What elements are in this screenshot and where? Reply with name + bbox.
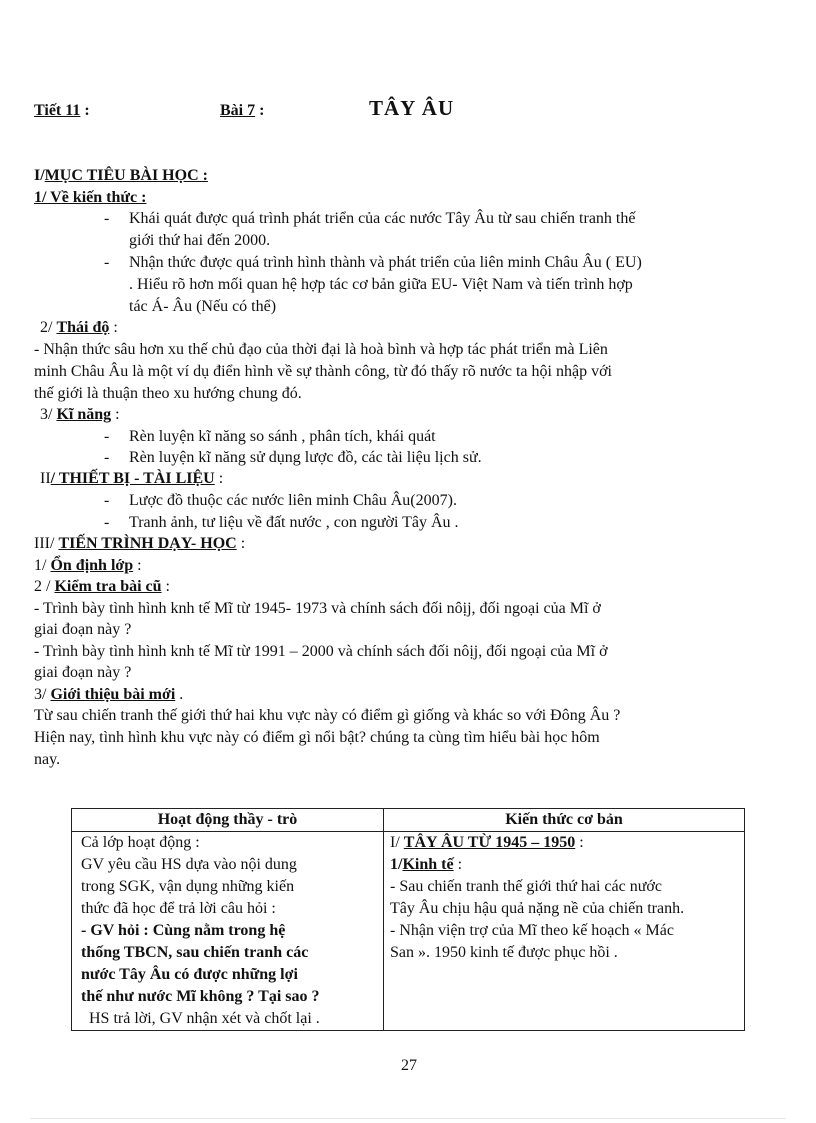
knowledge-heading-2-title: Kinh tế	[402, 856, 454, 873]
knowledge-line: Tây Âu chịu hậu quả nặng nề của chiến tranh.	[390, 900, 685, 917]
bullet-dash: -	[104, 254, 110, 271]
page-bottom-edge	[30, 1118, 786, 1119]
lesson-period-colon: :	[84, 102, 90, 119]
knowledge-heading-2	[390, 854, 738, 876]
teacher-question-line: nước Tây Âu có được những lợi	[81, 966, 298, 983]
intro-line-2: Hiện nay, tình hình khu vực này có điểm gì nổi bật? chúng ta cùng tìm hiểu bài học hôm	[34, 729, 600, 746]
bullet-dash: -	[104, 428, 110, 445]
skills-item-2-text: Rèn luyện kĩ năng sử dụng lược đồ, các tài liệu lịch sử.	[129, 449, 482, 466]
teacher-question-line: - GV hỏi : Cùng nằm trong hệ	[81, 922, 286, 939]
knowledge-cell	[384, 832, 745, 1031]
activity-line: GV yêu cầu HS dựa vào nội dung	[81, 856, 297, 873]
knowledge-heading-1	[390, 832, 738, 854]
table-header-row	[72, 809, 745, 832]
attitude-prefix: 2/	[40, 319, 53, 336]
review-question-2-line-2: giai đoạn này ?	[34, 664, 132, 681]
step3-suffix: .	[179, 686, 184, 703]
step2-suffix: :	[165, 578, 170, 595]
step2-title: Kiểm tra bài cũ	[54, 578, 162, 595]
section3-title: TIẾN TRÌNH DẠY- HỌC	[58, 535, 237, 552]
step1-suffix: :	[137, 557, 142, 574]
teacher-question-line: thế như nước Mĩ không ? Tại sao ?	[81, 988, 320, 1005]
knowledge-line: - Sau chiến tranh thế giới thứ hai các nước	[390, 878, 662, 895]
step3-heading	[34, 684, 183, 706]
knowledge-line: - Nhận viện trợ của Mĩ theo kế hoạch « Mác	[390, 922, 674, 939]
step3-title: Giới thiệu bài mới	[50, 686, 176, 703]
section2-heading	[40, 468, 223, 490]
knowledge-heading: 1/ Về kiến thức :	[34, 189, 147, 206]
section2-suffix: :	[218, 470, 224, 487]
step1-title: Ổn định lớp	[50, 557, 134, 574]
lesson-number-line	[220, 100, 264, 122]
bullet-dash: -	[104, 449, 110, 466]
section3-suffix: :	[240, 535, 246, 552]
activity-line: trong SGK, vận dụng những kiến	[81, 878, 295, 895]
section3-heading	[34, 533, 245, 555]
section1-heading	[34, 165, 208, 187]
attitude-title: Thái độ	[56, 319, 110, 336]
review-question-1-line-1: - Trình bày tình hình knh tế Mĩ từ 1945- 1973 và chính sách đối nôịj, đối ngoại của Mĩ ở	[34, 600, 601, 617]
activity-line: thức đã học để trả lời câu hỏi :	[81, 900, 276, 917]
attitude-line-1: - Nhận thức sâu hơn xu thế chủ đạo của thời đại là hoà bình và hợp tác phát triển mà Liên	[34, 341, 608, 358]
lesson-number: Bài 7	[220, 102, 256, 119]
bullet-dash: -	[104, 492, 110, 509]
knowledge-item-2-line-1: Nhận thức được quá trình hình thành và phát triển của liên minh Châu Âu ( EU)	[129, 254, 642, 271]
teacher-question-line: thống TBCN, sau chiến tranh các	[81, 944, 309, 961]
page-number: 27	[401, 1057, 417, 1074]
review-question-2-line-1: - Trình bày tình hình knh tế Mĩ từ 1991 – 2000 và chính sách đối nôịj, đối ngoại của Mĩ ở	[34, 643, 608, 660]
review-question-1-line-2: giai đoạn này ?	[34, 621, 132, 638]
section2-prefix: II	[40, 470, 51, 487]
step1-heading	[34, 555, 142, 577]
knowledge-item-1-line-2: giới thứ hai đến 2000.	[129, 232, 271, 249]
knowledge-heading-1-title: TÂY ÂU TỪ 1945 – 1950	[403, 834, 576, 851]
header-activities: Hoạt động thầy - trò	[72, 809, 384, 832]
skills-prefix: 3/	[40, 406, 53, 423]
header-knowledge: Kiến thức cơ bản	[384, 809, 745, 832]
attitude-heading	[40, 317, 118, 339]
lesson-period-line	[34, 100, 90, 122]
intro-line-1: Từ sau chiến tranh thế giới thứ hai khu vực này có điểm gì giống và khác so với Đông Âu ?	[34, 707, 621, 724]
activity-closing: HS trả lời, GV nhận xét và chốt lại .	[81, 1010, 320, 1027]
equipment-item-1-text: Lược đồ thuộc các nước liên minh Châu Âu(2007).	[129, 492, 457, 509]
knowledge-heading-1-suffix: :	[579, 834, 584, 851]
section2-title: / THIẾT BỊ - TÀI LIỆU	[50, 470, 215, 487]
attitude-line-2: minh Châu Âu là một ví dụ điển hình về sự thành công, từ đó thấy rõ nước ta hội nhập với	[34, 363, 612, 380]
skills-title: Kĩ năng	[56, 406, 112, 423]
knowledge-line: San ». 1950 kinh tế được phục hồi .	[390, 944, 618, 961]
knowledge-item-2-line-2: . Hiểu rõ hơn mối quan hệ hợp tác cơ bản giữa EU- Việt Nam và tiến trình hợp	[129, 276, 633, 293]
knowledge-item-1-line-1: Khái quát được quá trình phát triển của các nước Tây Âu từ sau chiến tranh thế	[129, 210, 636, 227]
attitude-line-3: thế giới là thuận theo xu hướng chung đó.	[34, 385, 302, 402]
attitude-suffix: :	[113, 319, 118, 336]
step2-heading	[34, 576, 170, 598]
table-row	[72, 832, 745, 1031]
lesson-period: Tiết 11	[34, 102, 81, 119]
section3-prefix: III/	[34, 535, 55, 552]
bullet-dash: -	[104, 210, 110, 227]
skills-suffix: :	[115, 406, 120, 423]
page-title: TÂY ÂU	[369, 96, 455, 120]
knowledge-heading-2-prefix: 1/	[390, 856, 403, 873]
skills-item-1-text: Rèn luyện kĩ năng so sánh , phân tích, khái quát	[129, 428, 436, 445]
activities-cell	[72, 832, 384, 1031]
step1-prefix: 1/	[34, 557, 47, 574]
knowledge-heading-2-suffix: :	[457, 856, 463, 873]
knowledge-heading-1-prefix: I/	[390, 834, 400, 851]
step2-prefix: 2 /	[34, 578, 51, 595]
section1-prefix: I/	[34, 167, 45, 184]
activity-line: Cả lớp hoạt động :	[81, 834, 200, 851]
bullet-dash: -	[104, 514, 110, 531]
lesson-number-colon: :	[259, 102, 265, 119]
step3-prefix: 3/	[34, 686, 47, 703]
knowledge-item-2-line-3: tác Á- Âu (Nếu có thể)	[129, 298, 277, 315]
equipment-item-2-text: Tranh ảnh, tư liệu về đất nước , con người Tây Âu .	[129, 514, 459, 531]
intro-line-3: nay.	[34, 751, 61, 768]
activity-table	[71, 808, 745, 1031]
skills-heading	[40, 404, 120, 426]
section1-title: MỤC TIÊU BÀI HỌC :	[44, 167, 208, 184]
